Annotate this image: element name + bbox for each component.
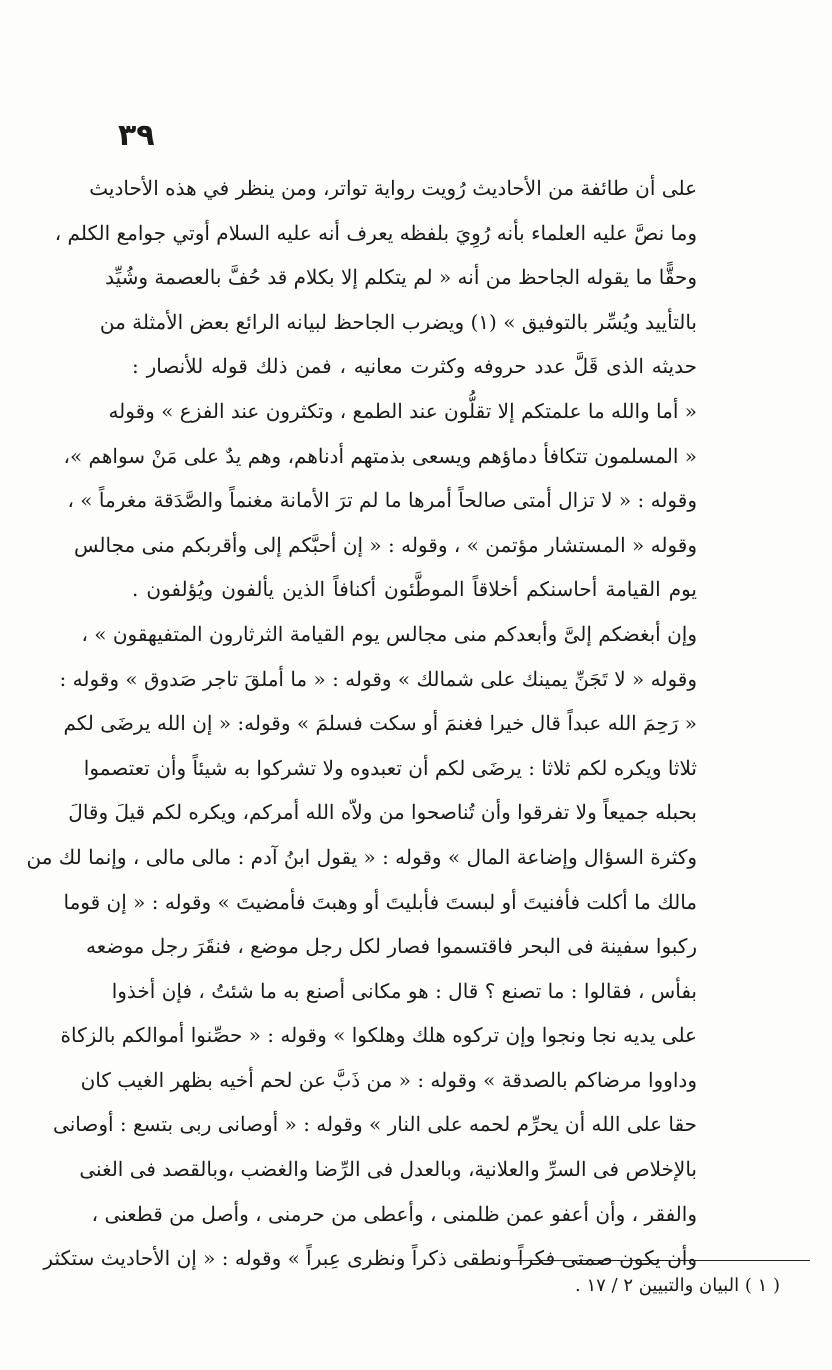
text-line-18: ركبوا سفينة فى البحر فاقتسموا فصار لكل رجل موضع ، فنقَرَ رجل موضعه — [85, 934, 697, 959]
text-line-9: وقوله « المستشار مؤتمن » ، وقوله : « إن أحبَّكم إلى وأقربكم منى مجالس — [73, 532, 697, 557]
body-text — [26, 166, 697, 1281]
text-line-21: وداووا مرضاكم بالصدقة » وقوله : « من ذَبَّ عن لحم أخيه بظهر الغيب كان — [80, 1067, 697, 1092]
text-line-2: وما نصَّ عليه العلماء بأنه رُوِيَ بلفظه يعرف أنه عليه السلام أوتي جوامع الكلم ، — [54, 220, 697, 245]
text-line-5: حديثه الذى قَلَّ عدد حروفه وكثرت معانيه ، فمن ذلك قوله للأنصار : — [132, 354, 697, 379]
text-line-12: وقوله « لا تَجَنِّ يمينك على شمالك » وقوله : « ما أملقَ تاجر صَدوق » وقوله : — [59, 666, 697, 691]
text-line-20: على يديه نجا ونجوا وإن تركوه هلك وهلكوا » وقوله : « حصِّنوا أموالكم بالزكاة — [60, 1023, 697, 1048]
text-line-17: مالك ما أكلت فأفنيتَ أو لبستَ فأبليتَ أو وهبتَ فأمضيتَ » وقوله : « إن قوما — [63, 889, 697, 914]
text-line-11: وإن أبغضكم إلىَّ وأبعدكم منى مجالس يوم القيامة الثرثارون المتفيهقون » ، — [81, 621, 697, 646]
text-line-23: بالإخلاص فى السرِّ والعلانية، وبالعدل فى الرِّضا والغضب ،وبالقصد فى الغنى — [79, 1157, 697, 1182]
text-line-13: « رَحِمَ الله عبداً قال خيرا فغنمَ أو سكت فسلمَ » وقوله: « إن الله يرضَى لكم — [63, 711, 697, 736]
text-line-15: بحبله جميعاً ولا تفرقوا وأن تُناصحوا من ولاّه الله أمركم، ويكره لكم قيلَ وقالَ — [68, 800, 697, 825]
text-line-10: يوم القيامة أحاسنكم أخلاقاً الموطَّئون أكنافاً الذين يألفون ويُؤلفون . — [132, 577, 697, 602]
footnote: ( ١ ) البيان والتبيين ٢ / ١٧ . — [575, 1275, 780, 1296]
text-line-22: حقا على الله أن يحرِّم لحمه على النار » وقوله : « أوصانى ربى بتسع : أوصانى — [53, 1112, 697, 1137]
text-line-25: وأن يكون صمتى فكراً ونطقى ذكراً ونظرى عِبراً » وقوله : « إن الأحاديث ستكثر — [43, 1246, 697, 1271]
text-line-3: وحقًّا ما يقوله الجاحظ من أنه « لم يتكلم إلا بكلام قد حُفَّ بالعصمة وشُيِّد — [105, 265, 697, 290]
text-line-7: « المسلمون تتكافأ دماؤهم ويسعى بذمتهم أدناهم، وهم يدٌ على مَنْ سواهم »، — [63, 443, 697, 468]
text-line-16: وكثرة السؤال وإضاعة المال » وقوله : « يقول ابنُ آدم : مالى مالى ، وإنما لك من — [26, 844, 697, 869]
text-line-4: بالتأييد ويُسِّر بالتوفيق » (١) ويضرب الجاحظ لبيانه الرائع بعض الأمثلة من — [99, 309, 697, 334]
page-number: ٣٩ — [118, 118, 155, 153]
text-line-19: بفأس ، فقالوا : ما تصنع ؟ قال : هو مكانى أصنع به ما شئتُ ، فإن أخذوا — [111, 978, 697, 1003]
text-line-24: والفقر ، وأن أعفو عمن ظلمنى ، وأعطى من حرمنى ، وأصل من قطعنى ، — [91, 1201, 697, 1226]
text-line-1: على أن طائفة من الأحاديث رُويت رواية تواتر، ومن ينظر في هذه الأحاديث — [89, 176, 697, 200]
text-line-8: وقوله : « لا تزال أمتى صالحاً أمرها ما لم ترَ الأمانة مغنماً والصَّدَقة مغرماً » ، — [67, 488, 697, 513]
text-line-14: ثلاثا ويكره لكم ثلاثا : يرضَى لكم أن تعبدوه ولا تشركوا به شيئاً وأن تعتصموا — [83, 755, 697, 780]
footnote-divider — [510, 1260, 810, 1261]
text-line-6: « أما والله ما علمتكم إلا تقلُّون عند الطمع ، وتكثرون عند الفزع » وقوله — [108, 398, 697, 423]
